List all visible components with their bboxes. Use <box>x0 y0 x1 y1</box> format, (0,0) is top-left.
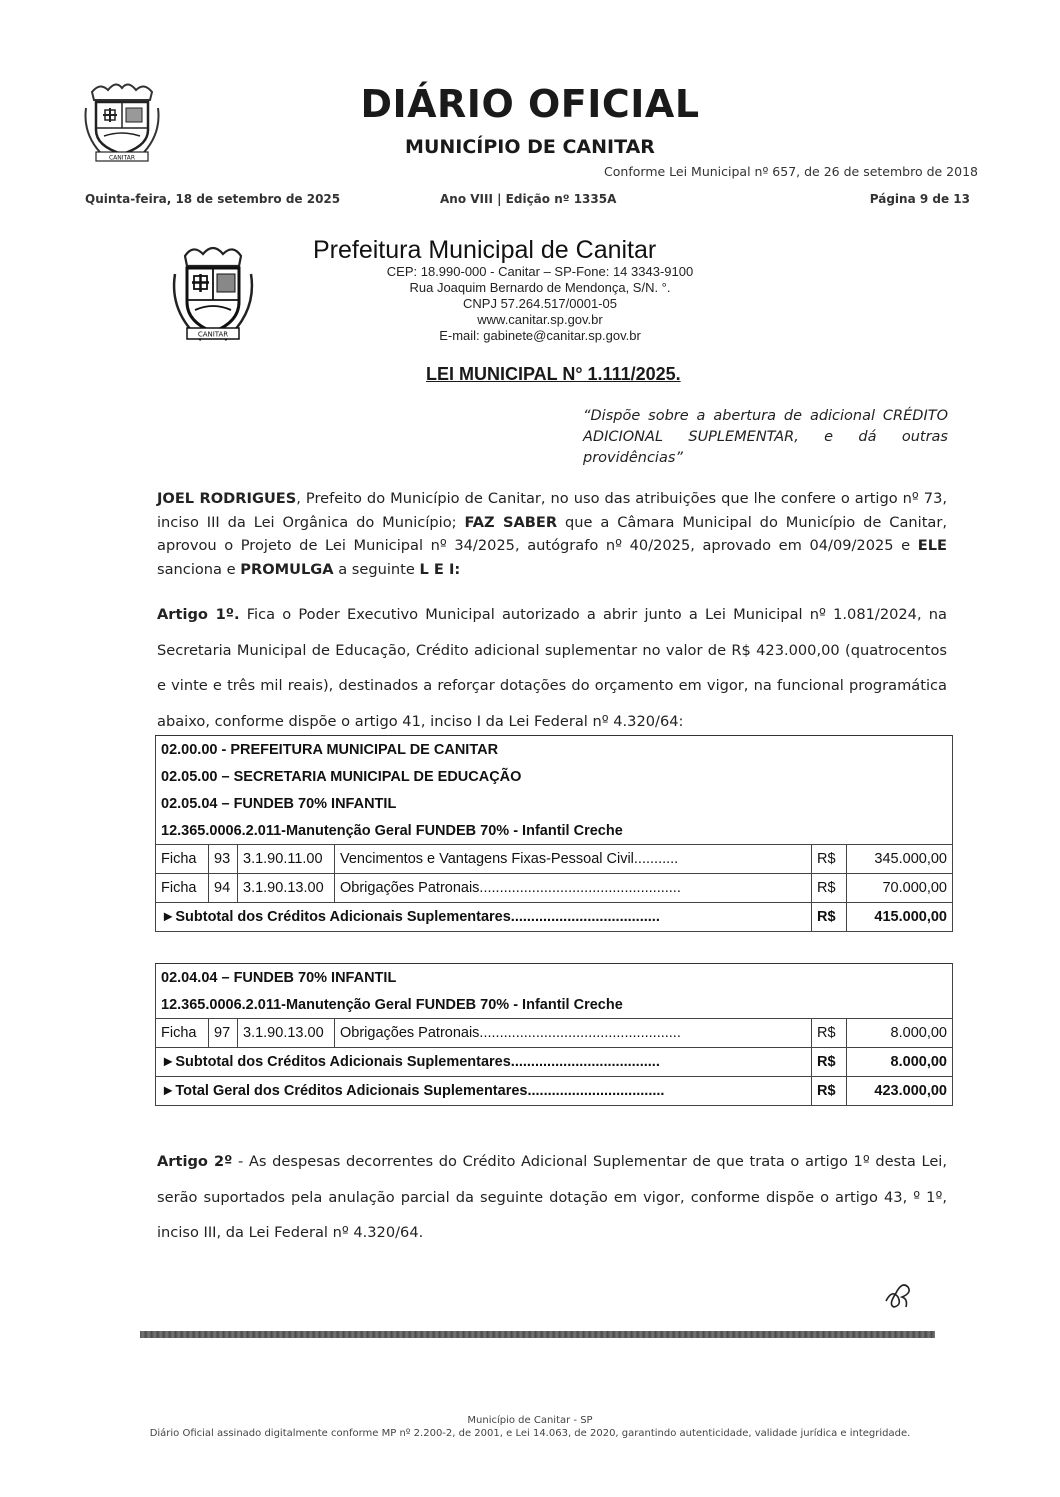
subtotal-value: 8.000,00 <box>847 1048 953 1077</box>
table-heading: 02.00.00 - PREFEITURA MUNICIPAL DE CANITAR <box>156 736 953 764</box>
article-2-paragraph <box>157 1144 947 1251</box>
currency-symbol: R$ <box>812 1019 847 1048</box>
account-code: 3.1.90.13.00 <box>238 1019 335 1048</box>
ficha-number: 93 <box>209 845 238 874</box>
preamble-bold: ELE <box>917 537 947 554</box>
ficha-number: 94 <box>209 874 238 903</box>
article-1-label: Artigo 1º. <box>157 606 240 623</box>
footer-divider <box>140 1331 935 1338</box>
prefeitura-email: E-mail: gabinete@canitar.sp.gov.br <box>439 328 641 343</box>
subtotal-row <box>156 903 953 932</box>
subtotal-row <box>156 1048 953 1077</box>
ficha-label: Ficha <box>156 1019 209 1048</box>
total-value: 423.000,00 <box>847 1077 953 1106</box>
currency-symbol: R$ <box>812 1077 847 1106</box>
municipal-crest-icon <box>163 240 263 354</box>
preamble-text: sanciona e <box>157 560 241 578</box>
prefeitura-cnpj: CNPJ 57.264.517/0001-05 <box>463 296 617 311</box>
amount-value: 345.000,00 <box>847 845 953 874</box>
edition-number: Ano VIII | Edição nº 1335A <box>440 192 617 206</box>
prefeitura-cep-phone: CEP: 18.990-000 - Canitar – SP-Fone: 14 3343-9100 <box>386 264 694 279</box>
svg-text:CANITAR: CANITAR <box>108 154 136 162</box>
currency-symbol: R$ <box>812 903 847 932</box>
expense-description: Obrigações Patronais.................................................. <box>335 874 812 903</box>
preamble-paragraph <box>157 487 947 581</box>
preamble-text: a seguinte <box>333 560 420 578</box>
currency-symbol: R$ <box>812 845 847 874</box>
account-code: 3.1.90.11.00 <box>238 845 335 874</box>
law-title: LEI MUNICIPAL N° 1.111/2025. <box>426 364 681 384</box>
preamble-text: que a Câmara Municipal do Município de Canitar, aprovou o Projeto de Lei Municipal nº 34/2025, autógrafo nº 40/2025, aprovado em 04/09/2025 e <box>157 513 947 554</box>
newspaper-title: DIÁRIO OFICIAL <box>360 82 700 126</box>
subtotal-label: ►Subtotal dos Créditos Adicionais Suplementares..................................... <box>156 903 812 932</box>
svg-text:CANITAR: CANITAR <box>197 330 229 339</box>
currency-symbol: R$ <box>812 874 847 903</box>
table-row <box>156 1019 953 1048</box>
table-heading: 12.365.0006.2.011-Manutenção Geral FUNDEB 70% - Infantil Creche <box>156 991 953 1019</box>
issue-date: Quinta-feira, 18 de setembro de 2025 <box>85 192 341 206</box>
ficha-label: Ficha <box>156 845 209 874</box>
expense-description: Vencimentos e Vantagens Fixas-Pessoal Civil........... <box>335 845 812 874</box>
table-heading: 02.05.00 – SECRETARIA MUNICIPAL DE EDUCAÇÃO <box>156 763 953 790</box>
table-heading: 02.04.04 – FUNDEB 70% INFANTIL <box>156 964 953 992</box>
article-1-paragraph <box>157 597 947 739</box>
footer-municipality: Município de Canitar - SP <box>467 1415 593 1426</box>
total-row <box>156 1077 953 1106</box>
prefeitura-address: Rua Joaquim Bernardo de Mendonça, S/N. °. <box>409 280 671 295</box>
preamble-bold: FAZ SABER <box>464 513 558 531</box>
footer-digital-signature-note: Diário Oficial assinado digitalmente conforme MP nº 2.200-2, de 2001, e Lei 14.063, de 2020, garantindo autenticidade, validade jurídica e integridade. <box>149 1428 911 1439</box>
table-row <box>156 845 953 874</box>
budget-table-2 <box>155 963 953 1106</box>
currency-symbol: R$ <box>812 1048 847 1077</box>
account-code: 3.1.90.13.00 <box>238 874 335 903</box>
ficha-label: Ficha <box>156 874 209 903</box>
coat-of-arms-icon <box>78 78 166 170</box>
preamble-bold: PROMULGA <box>240 560 334 578</box>
budget-table-1 <box>155 735 953 932</box>
preamble-bold: L E I: <box>419 560 461 578</box>
table-row <box>156 874 953 903</box>
amount-value: 70.000,00 <box>847 874 953 903</box>
amount-value: 8.000,00 <box>847 1019 953 1048</box>
article-2-text: - As despesas decorrentes do Crédito Adicional Suplementar de que trata o artigo 1º desta Lei, serão suportados pela anulação parcial da seguinte dotação em vigor, conforme dispõe o artigo 43, º 1º, inciso III, da Lei Federal nº 4.320/64. <box>157 1153 947 1241</box>
mayor-name: JOEL RODRIGUES <box>157 490 297 507</box>
article-2-label: Artigo 2º <box>157 1153 233 1170</box>
subtotal-label: ►Subtotal dos Créditos Adicionais Suplementares..................................... <box>156 1048 812 1077</box>
newspaper-subtitle: MUNICÍPIO DE CANITAR <box>405 136 655 158</box>
subtotal-value: 415.000,00 <box>847 903 953 932</box>
preamble-text: , Prefeito do Município de Canitar, no uso das atribuições que lhe confere o artigo nº 73, inciso III da Lei Orgânica do Município; <box>157 490 948 531</box>
article-1-text: Fica o Poder Executivo Municipal autorizado a abrir junto a Lei Municipal nº 1.081/2024, na Secretaria Municipal de Educação, Crédito adicional suplementar no valor de R$ 423.000,00 (quatrocentos e vinte e três mil reais), destinados a reforçar dotações do orçamento em vigor, na funcional programática abaixo, conforme dispõe o artigo 41, inciso I da Lei Federal nº 4.320/64: <box>157 606 947 730</box>
table-heading: 02.05.04 – FUNDEB 70% INFANTIL <box>156 790 953 817</box>
ficha-number: 97 <box>209 1019 238 1048</box>
expense-description: Obrigações Patronais.................................................. <box>335 1019 812 1048</box>
signature-initials <box>878 1275 920 1321</box>
legal-basis-note: Conforme Lei Municipal nº 657, de 26 de setembro de 2018 <box>604 164 978 179</box>
prefeitura-name: Prefeitura Municipal de Canitar <box>313 236 657 264</box>
total-label: ►Total Geral dos Créditos Adicionais Suplementares.................................. <box>156 1077 812 1106</box>
law-summary: “Dispõe sobre a abertura de adicional CRÉDITO ADICIONAL SUPLEMENTAR, e dá outras providências” <box>583 408 948 466</box>
prefeitura-website: www.canitar.sp.gov.br <box>477 312 603 327</box>
table-heading: 12.365.0006.2.011-Manutenção Geral FUNDEB 70% - Infantil Creche <box>156 817 953 845</box>
page-number: Página 9 de 13 <box>869 192 970 206</box>
